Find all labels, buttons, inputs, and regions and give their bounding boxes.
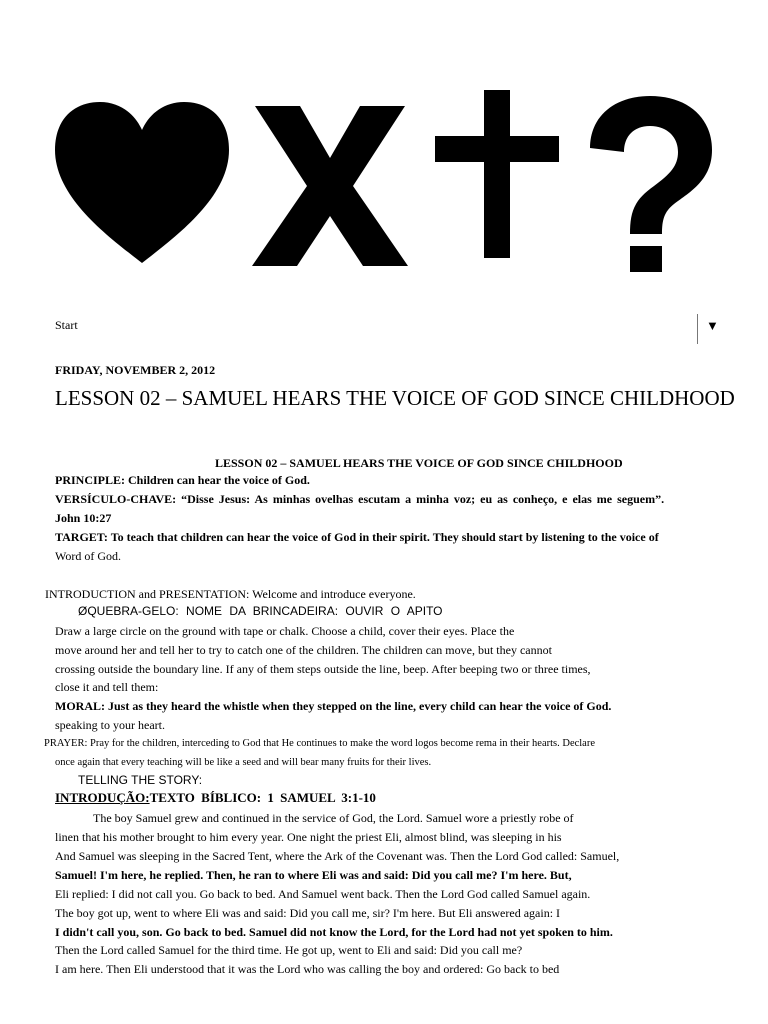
principle-label: PRINCIPLE: — [55, 473, 126, 487]
target-line — [55, 529, 659, 545]
story-line: Eli replied: I did not call you. Go back to bed. And Samuel went back. Then the Lord God called Samuel again. — [55, 887, 591, 901]
story-line: I am here. Then Eli understood that it was the Lord who was calling the boy and ordered: Go back to bed — [55, 962, 560, 976]
moral-line — [55, 698, 611, 714]
moral-text: Just as they heard the whistle when they stepped on the line, every child can hear the voice of God. — [105, 699, 612, 713]
icebreaker-line: ØQUEBRA-GELO: NOME DA BRINCADEIRA: OUVIR O APITO — [78, 604, 443, 618]
story-line: The boy got up, went to where Eli was and said: Did you call me, sir? I'm here. But Eli answered again: I — [55, 906, 561, 920]
question-mark-icon — [590, 96, 712, 272]
story-line: I didn't call you, son. Go back to bed. Samuel did not know the Lord, for the Lord had not yet spoken to him. — [55, 925, 613, 939]
game-line: move around her and tell her to try to catch one of the children. The children can move, but they cannot — [55, 643, 552, 657]
prayer-line: PRAYER: Pray for the children, interceding to God that He continues to make the word logos become rema in their hearts. Declare — [44, 738, 595, 749]
heart-icon — [55, 102, 229, 263]
prayer-line-2: once again that every teaching will be like a seed and will bear many fruits for their lives. — [55, 757, 432, 768]
game-line: crossing outside the boundary line. If any of them steps outside the line, beep. After beeping two or three times, — [55, 662, 591, 676]
telling-the-story-heading: TELLING THE STORY: — [78, 773, 203, 787]
story-line: The boy Samuel grew and continued in the service of God, the Lord. Samuel wore a priestly robe of — [93, 811, 574, 825]
target-line-2: Word of God. — [55, 549, 122, 563]
menu-dropdown-icon[interactable]: ▼ — [706, 318, 719, 333]
game-line: close it and tell them: — [55, 680, 159, 694]
blog-logo[interactable] — [50, 88, 720, 278]
nav-start-link[interactable]: Start — [55, 318, 78, 332]
nav-divider — [697, 314, 698, 344]
bible-text-heading — [55, 790, 376, 806]
story-line: And Samuel was sleeping in the Sacred Tent, where the Ark of the Covenant was. Then the Lord God called: Samuel, — [55, 849, 620, 863]
key-verse-label: VERSÍCULO-CHAVE: — [55, 492, 177, 506]
target-label: TARGET: — [55, 530, 108, 544]
target-text: To teach that children can hear the voice of God in their spirit. They should start by listening to the voice of — [107, 530, 659, 544]
post-date: FRIDAY, NOVEMBER 2, 2012 — [55, 363, 216, 377]
intro-heading-underlined: INTRODUÇÃO: — [55, 790, 150, 805]
game-line: Draw a large circle on the ground with tape or chalk. Choose a child, cover their eyes. Place the — [55, 624, 515, 638]
key-verse-text: “Disse Jesus: As minhas ovelhas escutam a minha voz; eu as conheço, e elas me seguem”. — [176, 492, 665, 506]
key-verse-reference: John 10:27 — [55, 511, 112, 525]
introduction-line: INTRODUCTION and PRESENTATION: Welcome and introduce everyone. — [45, 587, 416, 601]
cross-icon — [435, 90, 559, 258]
principle-text: Children can hear the voice of God. — [125, 473, 310, 487]
story-line: Samuel! I'm here, he replied. Then, he ran to where Eli was and said: Did you call me? I'm here. But, — [55, 868, 572, 882]
story-line: Then the Lord called Samuel for the third time. He got up, went to Eli and said: Did you call me? — [55, 943, 523, 957]
x-icon — [252, 106, 408, 266]
post-title[interactable]: LESSON 02 – SAMUEL HEARS THE VOICE OF GOD SINCE CHILDHOOD — [55, 386, 735, 410]
key-verse-line — [55, 491, 664, 507]
bible-reference: TEXTO BÍBLICO: 1 SAMUEL 3:1-10 — [149, 790, 376, 805]
story-line: linen that his mother brought to him every year. One night the priest Eli, almost blind, was sleeping in his — [55, 830, 562, 844]
moral-label: MORAL: — [55, 699, 105, 713]
lesson-center-title: LESSON 02 – SAMUEL HEARS THE VOICE OF GOD SINCE CHILDHOOD — [215, 456, 623, 470]
principle-line — [55, 472, 310, 488]
moral-line-2: speaking to your heart. — [55, 718, 165, 732]
